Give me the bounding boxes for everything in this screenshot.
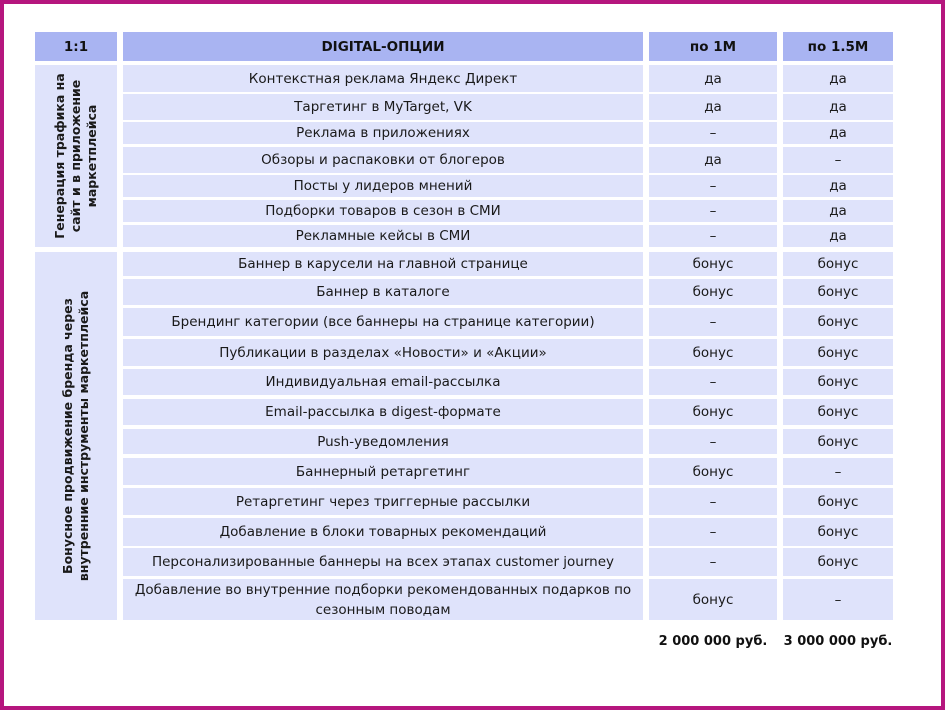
group-traffic-generation <box>35 65 117 247</box>
option-cell: Индивидуальная email-рассылка <box>123 369 643 395</box>
option-cell: Добавление во внутренние подборки рекомендованных подарков по сезонным поводам <box>123 579 643 620</box>
value-1m-cell: да <box>649 65 777 92</box>
header-digital-options: DIGITAL-ОПЦИИ <box>123 32 643 61</box>
value-1m-cell: – <box>649 548 777 576</box>
value-1-5m-cell: – <box>783 458 893 485</box>
value-1-5m-cell: бонус <box>783 518 893 546</box>
value-1m-cell: да <box>649 94 777 120</box>
value-1m-cell: – <box>649 122 777 144</box>
option-cell: Баннер в каталоге <box>123 279 643 305</box>
group-label: Генерация трафика на сайт и в приложение маркетплейса <box>52 73 99 239</box>
value-1-5m-cell: бонус <box>783 339 893 366</box>
option-cell: Добавление в блоки товарных рекомендаций <box>123 518 643 546</box>
option-cell: Подборки товаров в сезон в СМИ <box>123 200 643 222</box>
value-1m-cell: бонус <box>649 279 777 305</box>
option-cell: Таргетинг в MyTarget, VK <box>123 94 643 120</box>
group-bonus-promotion <box>35 252 117 620</box>
option-cell: Посты у лидеров мнений <box>123 175 643 197</box>
option-cell: Персонализированные баннеры на всех этапах customer journey <box>123 548 643 576</box>
value-1-5m-cell: бонус <box>783 429 893 454</box>
value-1m-cell: – <box>649 175 777 197</box>
value-1m-cell: – <box>649 429 777 454</box>
total-1-5m: 3 000 000 руб. <box>783 633 893 649</box>
value-1-5m-cell: – <box>783 147 893 173</box>
value-1-5m-cell: бонус <box>783 308 893 336</box>
header-1m: по 1М <box>649 32 777 61</box>
value-1m-cell: да <box>649 147 777 173</box>
value-1m-cell: – <box>649 308 777 336</box>
header-1-5m: по 1.5М <box>783 32 893 61</box>
value-1-5m-cell: бонус <box>783 399 893 425</box>
value-1m-cell: бонус <box>649 252 777 276</box>
option-cell: Баннерный ретаргетинг <box>123 458 643 485</box>
option-cell: Ретаргетинг через триггерные рассылки <box>123 488 643 515</box>
value-1-5m-cell: да <box>783 122 893 144</box>
header-ratio: 1:1 <box>35 32 117 61</box>
value-1-5m-cell: да <box>783 200 893 222</box>
value-1m-cell: – <box>649 518 777 546</box>
option-cell: Push-уведомления <box>123 429 643 454</box>
value-1-5m-cell: да <box>783 175 893 197</box>
value-1m-cell: – <box>649 225 777 247</box>
value-1-5m-cell: бонус <box>783 488 893 515</box>
value-1-5m-cell: да <box>783 94 893 120</box>
total-1m: 2 000 000 руб. <box>658 633 768 649</box>
value-1-5m-cell: бонус <box>783 548 893 576</box>
option-cell: Email-рассылка в digest-формате <box>123 399 643 425</box>
option-cell: Реклама в приложениях <box>123 122 643 144</box>
group-label: Бонусное продвижение бренда через внутренние инструменты маркетплейса <box>60 290 91 582</box>
value-1-5m-cell: бонус <box>783 369 893 395</box>
value-1-5m-cell: бонус <box>783 252 893 276</box>
value-1m-cell: – <box>649 369 777 395</box>
value-1m-cell: – <box>649 488 777 515</box>
value-1-5m-cell: бонус <box>783 279 893 305</box>
option-cell: Баннер в карусели на главной странице <box>123 252 643 276</box>
option-cell: Обзоры и распаковки от блогеров <box>123 147 643 173</box>
option-cell: Контекстная реклама Яндекс Директ <box>123 65 643 92</box>
value-1m-cell: бонус <box>649 579 777 620</box>
value-1-5m-cell: да <box>783 225 893 247</box>
option-cell: Рекламные кейсы в СМИ <box>123 225 643 247</box>
value-1m-cell: – <box>649 200 777 222</box>
value-1m-cell: бонус <box>649 339 777 366</box>
option-cell: Брендинг категории (все баннеры на странице категории) <box>123 308 643 336</box>
value-1-5m-cell: да <box>783 65 893 92</box>
value-1m-cell: бонус <box>649 458 777 485</box>
option-cell: Публикации в разделах «Новости» и «Акции» <box>123 339 643 366</box>
value-1-5m-cell: – <box>783 579 893 620</box>
value-1m-cell: бонус <box>649 399 777 425</box>
